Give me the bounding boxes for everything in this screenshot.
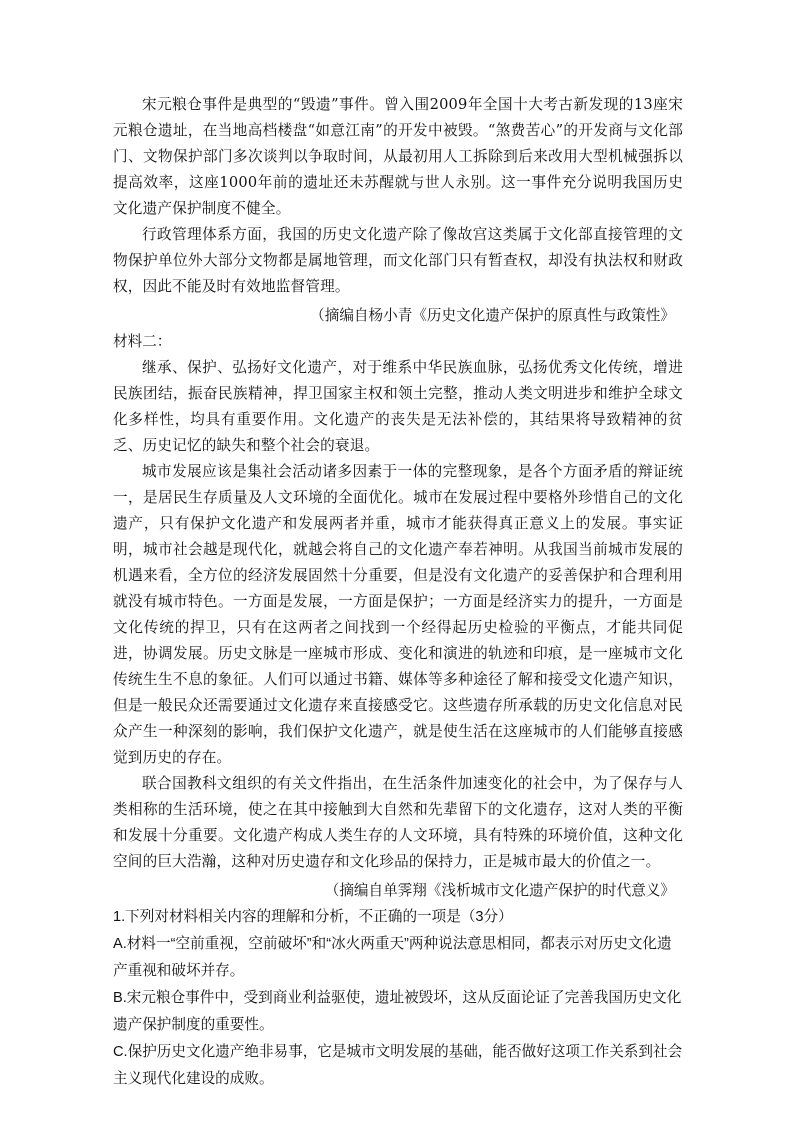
material-two-paragraph: 城市发展应该是集社会活动诸多因素于一体的完整现象，是各个方面矛盾的辩证统一，是居民生存质量及人文环境的全面优化。城市在发展过程中要格外珍惜自己的文化遗产，只有保护文化遗产和发展两者并重，城市才能获得真正意义上的发展。事实证明，城市社会越是现代化，就越会将自己的文化遗产奉若神明。从我国当前城市发展的机遇来看，全方位的经济发展固然十分重要，但是没有文化遗产的妥善保护和合理利用就没有城市特色。一方面是发展，一方面是保护；一方面是经济实力的提升，一方面是文化传统的捍卫，只有在这两者之间找到一个经得起历史检验的平衡点，才能共同促进，协调发展。历史文脉是一座城市形成、变化和演进的轨迹和印痕，是一座城市文化传统生生不息的象征。人们可以通过书籍、媒体等多种途径了解和接受文化遗产知识，但是一般民众还需要通过文化遗存来直接感受它。这些遗存所承载的历史文化信息对民众产生一种深刻的影响，我们保护文化遗产，就是使生活在这座城市的人们能够直接感觉到历史的存在。 — [113, 463, 683, 766]
question-option-b: B.宋元粮仓事件中，受到商业利益驱使，遗址被毁坏，这从反面论证了完善我国历史文化遗产保护制度的重要性。 — [113, 990, 682, 1033]
question-option-a: A.材料一“空前重视，空前破坏”和“冰火两重天”两种说法意思相同，都表示对历史文化遗产重视和破坏并存。 — [113, 936, 672, 979]
material-two-source: （摘编自单霁翔《浅析城市文化遗产保护的时代意义》 — [324, 883, 675, 899]
material-two-paragraph: 继承、保护、弘扬好文化遗产，对于维系中华民族血脉，弘扬优秀文化传统，增进民族团结，振奋民族精神，捍卫国家主权和领土完整，推动人类文明进步和维护全球文化多样性，均具有重要作用。文化遗产的丧失是无法补偿的，其结果将导致精神的贫乏、历史记忆的缺失和整个社会的衰退。 — [113, 359, 683, 454]
material-two-label: 材料二： — [113, 334, 172, 350]
material-one-source: （摘编自杨小青《历史文化遗产保护的原真性与政策性》 — [310, 308, 675, 324]
question-option-c: C.保护历史文化遗产绝非易事，它是城市文明发展的基础，能否做好这项工作关系到社会主义现代化建设的成败。 — [113, 1044, 683, 1087]
exam-page — [113, 92, 683, 1093]
material-one-paragraph: 宋元粮仓事件是典型的“毁遗”事件。曾入围2009年全国十大考古新发现的13座宋元粮仓遗址，在当地高档楼盘“如意江南”的开发中被毁。“煞费苦心”的开发商与文化部门、文物保护部门多次谈判以争取时间，从最初用人工拆除到后来改用大型机械强拆以提高效率，这座1000年前的遗址还未苏醒就与世人永别。这一事件充分说明我国历史文化遗产保护制度不健全。 — [113, 96, 683, 217]
material-one-paragraph: 行政管理体系方面，我国的历史文化遗产除了像故宫这类属于文化部直接管理的文物保护单位外大部分文物都是属地管理，而文化部门只有暂查权，却没有执法权和财政权，因此不能及时有效地监督管理。 — [113, 226, 683, 295]
question-stem: 1.下列对材料相关内容的理解和分析，不正确的一项是（3分） — [113, 909, 513, 925]
material-two-paragraph: 联合国教科文组织的有关文件指出，在生活条件加速变化的社会中，为了保存与人类相称的生活环境，使之在其中接触到大自然和先辈留下的文化遗存，这对人类的平衡和发展十分重要。文化遗产构成人类生存的人文环境，具有特殊的环境价值，这种文化空间的巨大浩瀚，这种对历史遗存和文化珍品的保持力，正是城市最大的价值之一。 — [113, 775, 683, 870]
